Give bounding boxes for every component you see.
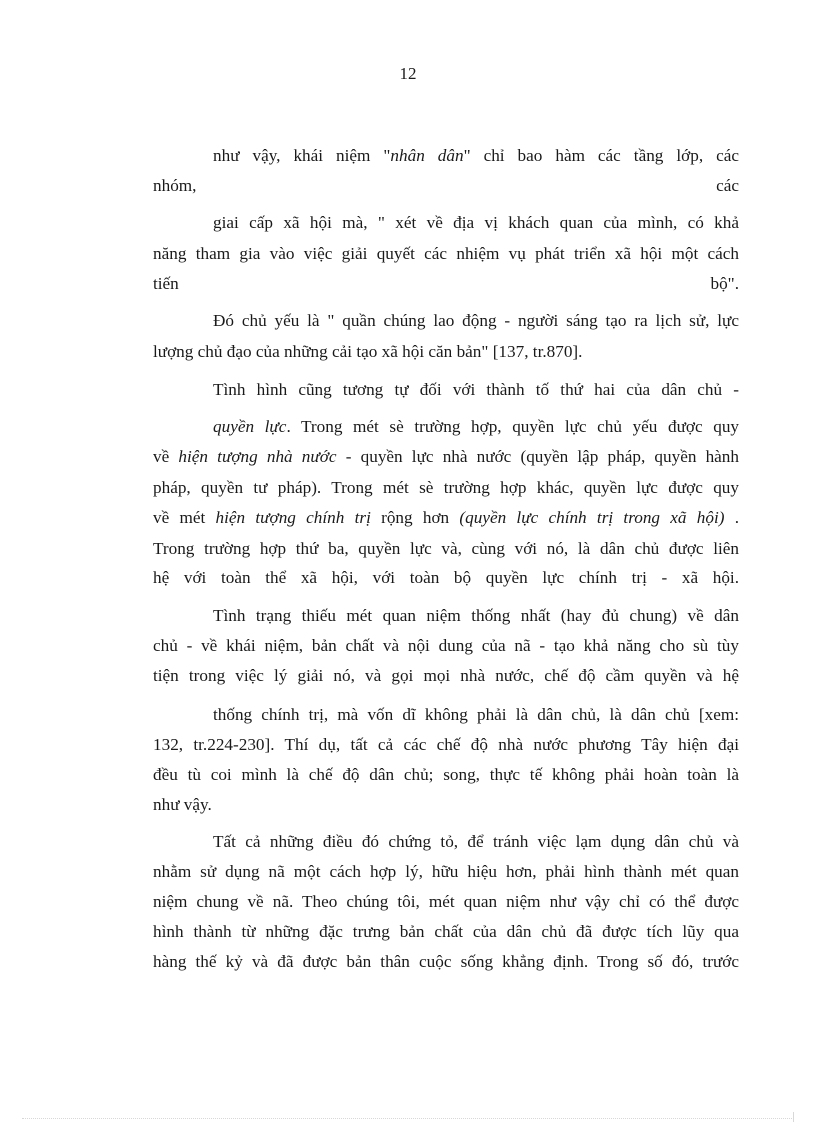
text-line: pháp, quyền tư pháp). Trong mét sè trường hợp khác, quyền lực được quy [153, 478, 739, 497]
text-line: như vậy, khái niệm "nhân dân" chỉ bao hàm các tầng lớp, các [213, 146, 739, 165]
text-line: hệ với toàn thể xã hội, với toàn bộ quyền lực chính trị - xã hội. [153, 568, 739, 587]
text-line: Tình trạng thiếu mét quan niệm thống nhất (hay đủ chung) về dân [213, 606, 739, 625]
text-line: như vậy. [153, 795, 212, 814]
page-corner-mark [793, 1112, 794, 1122]
text-line: nhóm, các [153, 176, 739, 195]
text-line: nhằm sử dụng nã một cách hợp lý, hữu hiệu hơn, phải hình thành mét quan [153, 862, 739, 881]
text-line: 132, tr.224-230]. Thí dụ, tất cả các chế độ nhà nước phương Tây hiện đại [153, 735, 739, 754]
text-line: Trong trường hợp thứ ba, quyền lực và, cùng với nó, là dân chủ được liên [153, 539, 739, 558]
text-line: quyền lực. Trong mét sè trường hợp, quyền lực chủ yếu được quy [213, 417, 740, 436]
text-line: hàng thế kỷ và đã được bản thân cuộc sống khẳng định. Trong số đó, trước [153, 952, 739, 971]
text-line: năng tham gia vào việc giải quyết các nhiệm vụ phát triển xã hội một cách [153, 244, 739, 263]
text-line: hình thành từ những đặc trưng bản chất của dân chủ đã được tích lũy qua [153, 922, 739, 941]
text-line: tiến bộ". [153, 274, 739, 293]
text-line: niệm chung về nã. Theo chúng tôi, mét quan niệm như vậy chỉ có thể được [153, 892, 739, 911]
text-line: về mét hiện tượng chính trị rộng hơn (quyền lực chính trị trong xã hội) . [153, 508, 740, 527]
page-bottom-divider [22, 1118, 792, 1119]
text-line: lượng chủ đạo của những cải tạo xã hội căn bản" [137, tr.870]. [153, 342, 583, 361]
text-line: Tất cả những điều đó chứng tỏ, để tránh việc lạm dụng dân chủ và [213, 832, 739, 851]
text-line: chủ - về khái niệm, bản chất và nội dung của nã - tạo khả năng cho sù tùy [153, 636, 739, 655]
text-line: giai cấp xã hội mà, " xét về địa vị khách quan của mình, có khả [213, 213, 739, 232]
text-line: về hiện tượng nhà nước - quyền lực nhà nước (quyền lập pháp, quyền hành [153, 447, 739, 466]
text-line: tiện trong việc lý giải nó, và gọi mọi nhà nước, chế độ cầm quyền và hệ [153, 666, 739, 685]
text-line: đều tù coi mình là chế độ dân chủ; song, thực tế không phải hoàn toàn là [153, 765, 739, 784]
text-line: Tình hình cũng tương tự đối với thành tố thứ hai của dân chủ - [213, 380, 739, 399]
page-number: 12 [399, 64, 417, 83]
text-line: Đó chủ yếu là " quần chúng lao động - người sáng tạo ra lịch sử, lực [213, 311, 739, 330]
text-line: thống chính trị, mà vốn dĩ không phải là dân chủ, là dân chủ [xem: [213, 705, 739, 724]
